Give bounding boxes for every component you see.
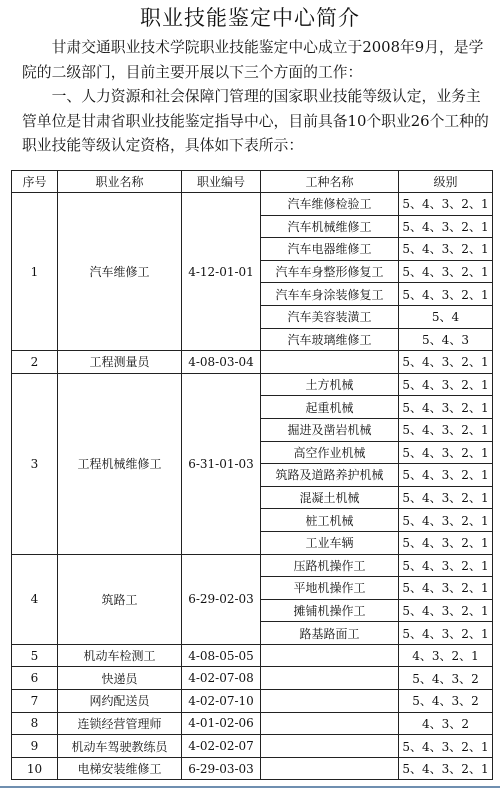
cell-level: 5、4、3、2、1 [399,622,493,645]
cell-level: 5、4、3、2、1 [399,464,493,487]
cell-occupation: 电梯安装维修工 [58,757,182,780]
header-work-type: 工种名称 [261,171,399,193]
intro-text [22,36,492,159]
cell-no: 9 [12,735,58,758]
cell-level: 5、4、3、2、1 [399,599,493,622]
cell-level: 5、4、3、2 [399,667,493,690]
cell-occupation: 连锁经营管理师 [58,712,182,735]
table-header-row [12,171,493,193]
cell-work-type [261,735,399,758]
skill-certification-table [11,170,493,780]
cell-level: 5、4、3、2、1 [399,757,493,780]
cell-work-type: 平地机操作工 [261,577,399,600]
cell-occupation: 筑路工 [58,554,182,644]
cell-work-type: 摊铺机操作工 [261,599,399,622]
table-row [12,351,493,374]
cell-work-type: 汽车电器维修工 [261,238,399,261]
cell-work-type: 路基路面工 [261,622,399,645]
header-no: 序号 [12,171,58,193]
cell-level: 5、4、3、2、1 [399,193,493,216]
cell-work-type: 汽车玻璃维修工 [261,328,399,351]
header-occupation: 职业名称 [58,171,182,193]
cell-work-type [261,712,399,735]
cell-no: 4 [12,554,58,644]
table-header [12,171,493,193]
cell-level: 5、4、3、2、1 [399,509,493,532]
cell-no: 1 [12,193,58,351]
cell-work-type: 汽车车身整形修复工 [261,260,399,283]
cell-level: 5、4、3、2、1 [399,396,493,419]
cell-level: 5、4、3、2 [399,690,493,713]
cell-code: 4-12-01-01 [182,193,261,351]
cell-work-type: 掘进及凿岩机械 [261,418,399,441]
table-row [12,554,493,577]
cell-no: 8 [12,712,58,735]
cell-level: 4、3、2、1 [399,644,493,667]
page-title: 职业技能鉴定中心简介 [140,6,360,30]
cell-code: 6-29-03-03 [182,757,261,780]
cell-work-type: 汽车机械维修工 [261,215,399,238]
cell-no: 10 [12,757,58,780]
header-code: 职业编号 [182,171,261,193]
cell-work-type: 土方机械 [261,373,399,396]
table-row [12,373,493,396]
cell-work-type: 汽车美容装潢工 [261,305,399,328]
table-row [12,690,493,713]
cell-work-type: 起重机械 [261,396,399,419]
cell-no: 6 [12,667,58,690]
cell-level: 5、4、3、2、1 [399,418,493,441]
table-row [12,644,493,667]
table-row [12,757,493,780]
cell-code: 4-02-02-07 [182,735,261,758]
cell-no: 7 [12,690,58,713]
cell-occupation: 网约配送员 [58,690,182,713]
cell-level: 5、4、3、2、1 [399,486,493,509]
cell-work-type [261,690,399,713]
table-body [12,193,493,780]
intro-paragraph-1: 甘肃交通职业技术学院职业技能鉴定中心成立于2008年9月，是学院的二级部门，目前主要开展以下三个方面的工作： [22,39,484,81]
cell-work-type [261,351,399,374]
intro-paragraph-2: 一、人力资源和社会保障门管理的国家职业技能等级认定，业务主管单位是甘肃省职业技能鉴定指导中心，目前具备10个职业26个工种的职业技能等级认定资格，具体如下表所示： [22,88,489,154]
cell-level: 5、4、3、2、1 [399,283,493,306]
cell-work-type: 汽车车身涂装修复工 [261,283,399,306]
bottom-divider [0,786,500,788]
cell-occupation: 工程机械维修工 [58,373,182,554]
cell-level: 4、3、2 [399,712,493,735]
cell-work-type [261,757,399,780]
cell-level: 5、4、3、2、1 [399,238,493,261]
cell-level: 5、4、3、2、1 [399,351,493,374]
cell-work-type: 混凝土机械 [261,486,399,509]
cell-occupation: 汽车维修工 [58,193,182,351]
cell-level: 5、4、3、2、1 [399,735,493,758]
cell-no: 5 [12,644,58,667]
header-level: 级别 [399,171,493,193]
cell-occupation: 机动车检测工 [58,644,182,667]
cell-level: 5、4、3、2、1 [399,531,493,554]
cell-level: 5、4 [399,305,493,328]
cell-no: 3 [12,373,58,554]
table-row [12,735,493,758]
cell-work-type: 筑路及道路养护机械 [261,464,399,487]
cell-code: 6-29-02-03 [182,554,261,644]
cell-code: 4-08-03-04 [182,351,261,374]
cell-code: 4-08-05-05 [182,644,261,667]
cell-code: 6-31-01-03 [182,373,261,554]
table-row [12,667,493,690]
cell-level: 5、4、3、2、1 [399,373,493,396]
cell-level: 5、4、3、2、1 [399,441,493,464]
cell-code: 4-01-02-06 [182,712,261,735]
cell-work-type: 高空作业机械 [261,441,399,464]
cell-work-type [261,667,399,690]
table-row [12,712,493,735]
table-row [12,193,493,216]
cell-occupation: 工程测量员 [58,351,182,374]
cell-code: 4-02-07-10 [182,690,261,713]
cell-no: 2 [12,351,58,374]
cell-work-type: 工业车辆 [261,531,399,554]
cell-work-type [261,644,399,667]
cell-work-type: 汽车维修检验工 [261,193,399,216]
cell-level: 5、4、3、2、1 [399,260,493,283]
cell-code: 4-02-07-08 [182,667,261,690]
cell-level: 5、4、3 [399,328,493,351]
cell-occupation: 机动车驾驶教练员 [58,735,182,758]
cell-level: 5、4、3、2、1 [399,577,493,600]
cell-work-type: 桩工机械 [261,509,399,532]
cell-work-type: 压路机操作工 [261,554,399,577]
cell-level: 5、4、3、2、1 [399,215,493,238]
cell-level: 5、4、3、2、1 [399,554,493,577]
cell-occupation: 快递员 [58,667,182,690]
